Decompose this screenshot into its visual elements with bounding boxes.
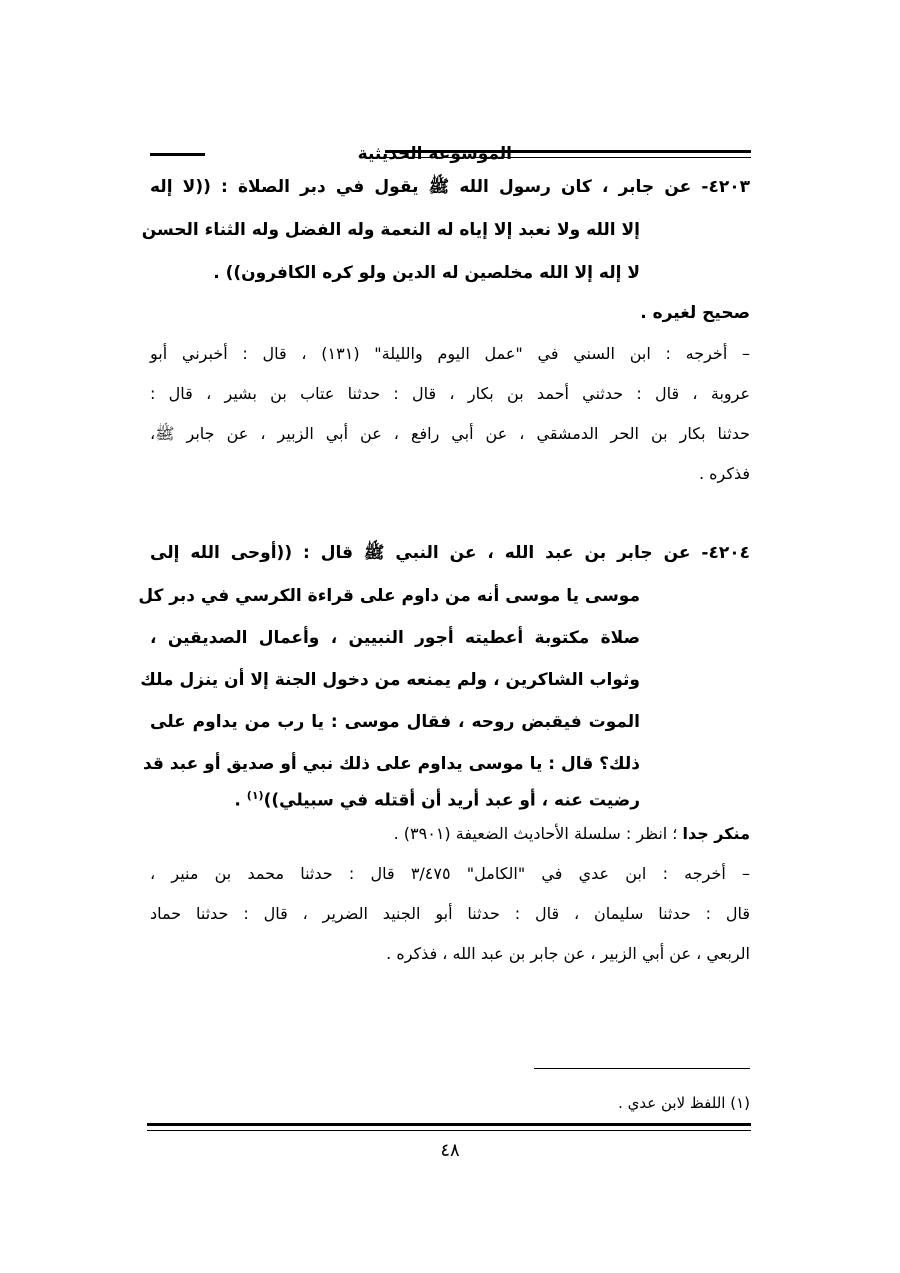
header-rule-left: [150, 153, 205, 156]
hadith-4203-takhrij-line: – أخرجه : ابن السني في "عمل اليوم والليلة" (١٣١) ، قال : أخبرني أبو: [150, 344, 750, 363]
hadith-4203-line: ٤٢٠٣- عن جابر ، كان رسول الله ﷺ يقول في دبر الصلاة : ((لا إله: [150, 177, 750, 197]
hadith-4204-takhrij-line: قال : حدثنا سليمان ، قال : حدثنا أبو الجنيد الضرير ، قال : حدثنا حماد: [150, 904, 750, 923]
footnote-separator: [534, 1068, 750, 1069]
footnote-marker: (١): [246, 789, 264, 802]
hadith-4203-grade: صحيح لغيره .: [640, 303, 750, 323]
footnote-text: (١) اللفظ لابن عدي .: [618, 1094, 750, 1112]
hadith-4203-takhrij-line: حدثنا بكار بن الحر الدمشقي ، عن أبي رافع ، عن أبي الزبير ، عن جابر ﷺ،: [150, 424, 750, 443]
hadith-4204-line-end: .: [234, 790, 247, 811]
hadith-4204-last-line: [234, 790, 640, 810]
hadith-4204-line: صلاة مكتوبة أعطيته أجور النبيين ، وأعمال الصديقين ،: [150, 628, 640, 648]
bottom-rule-thick: [147, 1123, 751, 1126]
hadith-4203-line: إلا الله ولا نعبد إلا إياه له النعمة وله الفضل وله الثناء الحسن: [141, 220, 640, 240]
hadith-4203-takhrij-line: عروبة ، قال : حدثني أحمد بن بكار ، قال : حدثنا عتاب بن بشير ، قال :: [150, 384, 750, 403]
hadith-4204-line: الموت فيقبض روحه ، فقال موسى : يا رب من يداوم على: [150, 712, 640, 732]
hadith-4204-line: رضيت عنه ، أو عبد أريد أن أقتله في سبيلي)): [263, 790, 640, 811]
hadith-4204-line: وثواب الشاكرين ، ولم يمنعه من دخول الجنة إلا أن ينزل ملك: [140, 670, 640, 690]
hadith-4204-takhrij-line: – أخرجه : ابن عدي في "الكامل" ٣/٤٧٥ قال : حدثنا محمد بن منير ،: [150, 864, 750, 883]
hadith-4204-line: موسى يا موسى أنه من داوم على قراءة الكرسي في دبر كل: [138, 586, 640, 606]
hadith-4204-takhrij-line: الربعي ، عن أبي الزبير ، عن جابر بن عبد الله ، فذكره .: [386, 944, 750, 963]
hadith-4204-grade-ref: ؛ انظر : سلسلة الأحاديث الضعيفة (٣٩٠١) .: [393, 824, 683, 843]
hadith-4204-grade-word: منكر جدا: [682, 824, 750, 843]
hadith-4204-grade: [394, 826, 750, 842]
page-header-title: الموسوعة الحديثية: [357, 144, 512, 164]
hadith-4203-line: لا إله إلا الله مخلصين له الدين ولو كره الكافرون)) .: [213, 263, 640, 283]
hadith-4204-line: ذلك؟ قال : يا موسى يداوم على ذلك نبي أو صديق أو عبد قد: [142, 754, 640, 774]
bottom-rule-thin: [147, 1130, 751, 1131]
hadith-4204-line: ٤٢٠٤- عن جابر بن عبد الله ، عن النبي ﷺ قال : ((أوحى الله إلى: [150, 543, 750, 563]
hadith-4203-takhrij-line: فذكره .: [698, 464, 750, 483]
page-number: ٤٨: [440, 1140, 460, 1161]
